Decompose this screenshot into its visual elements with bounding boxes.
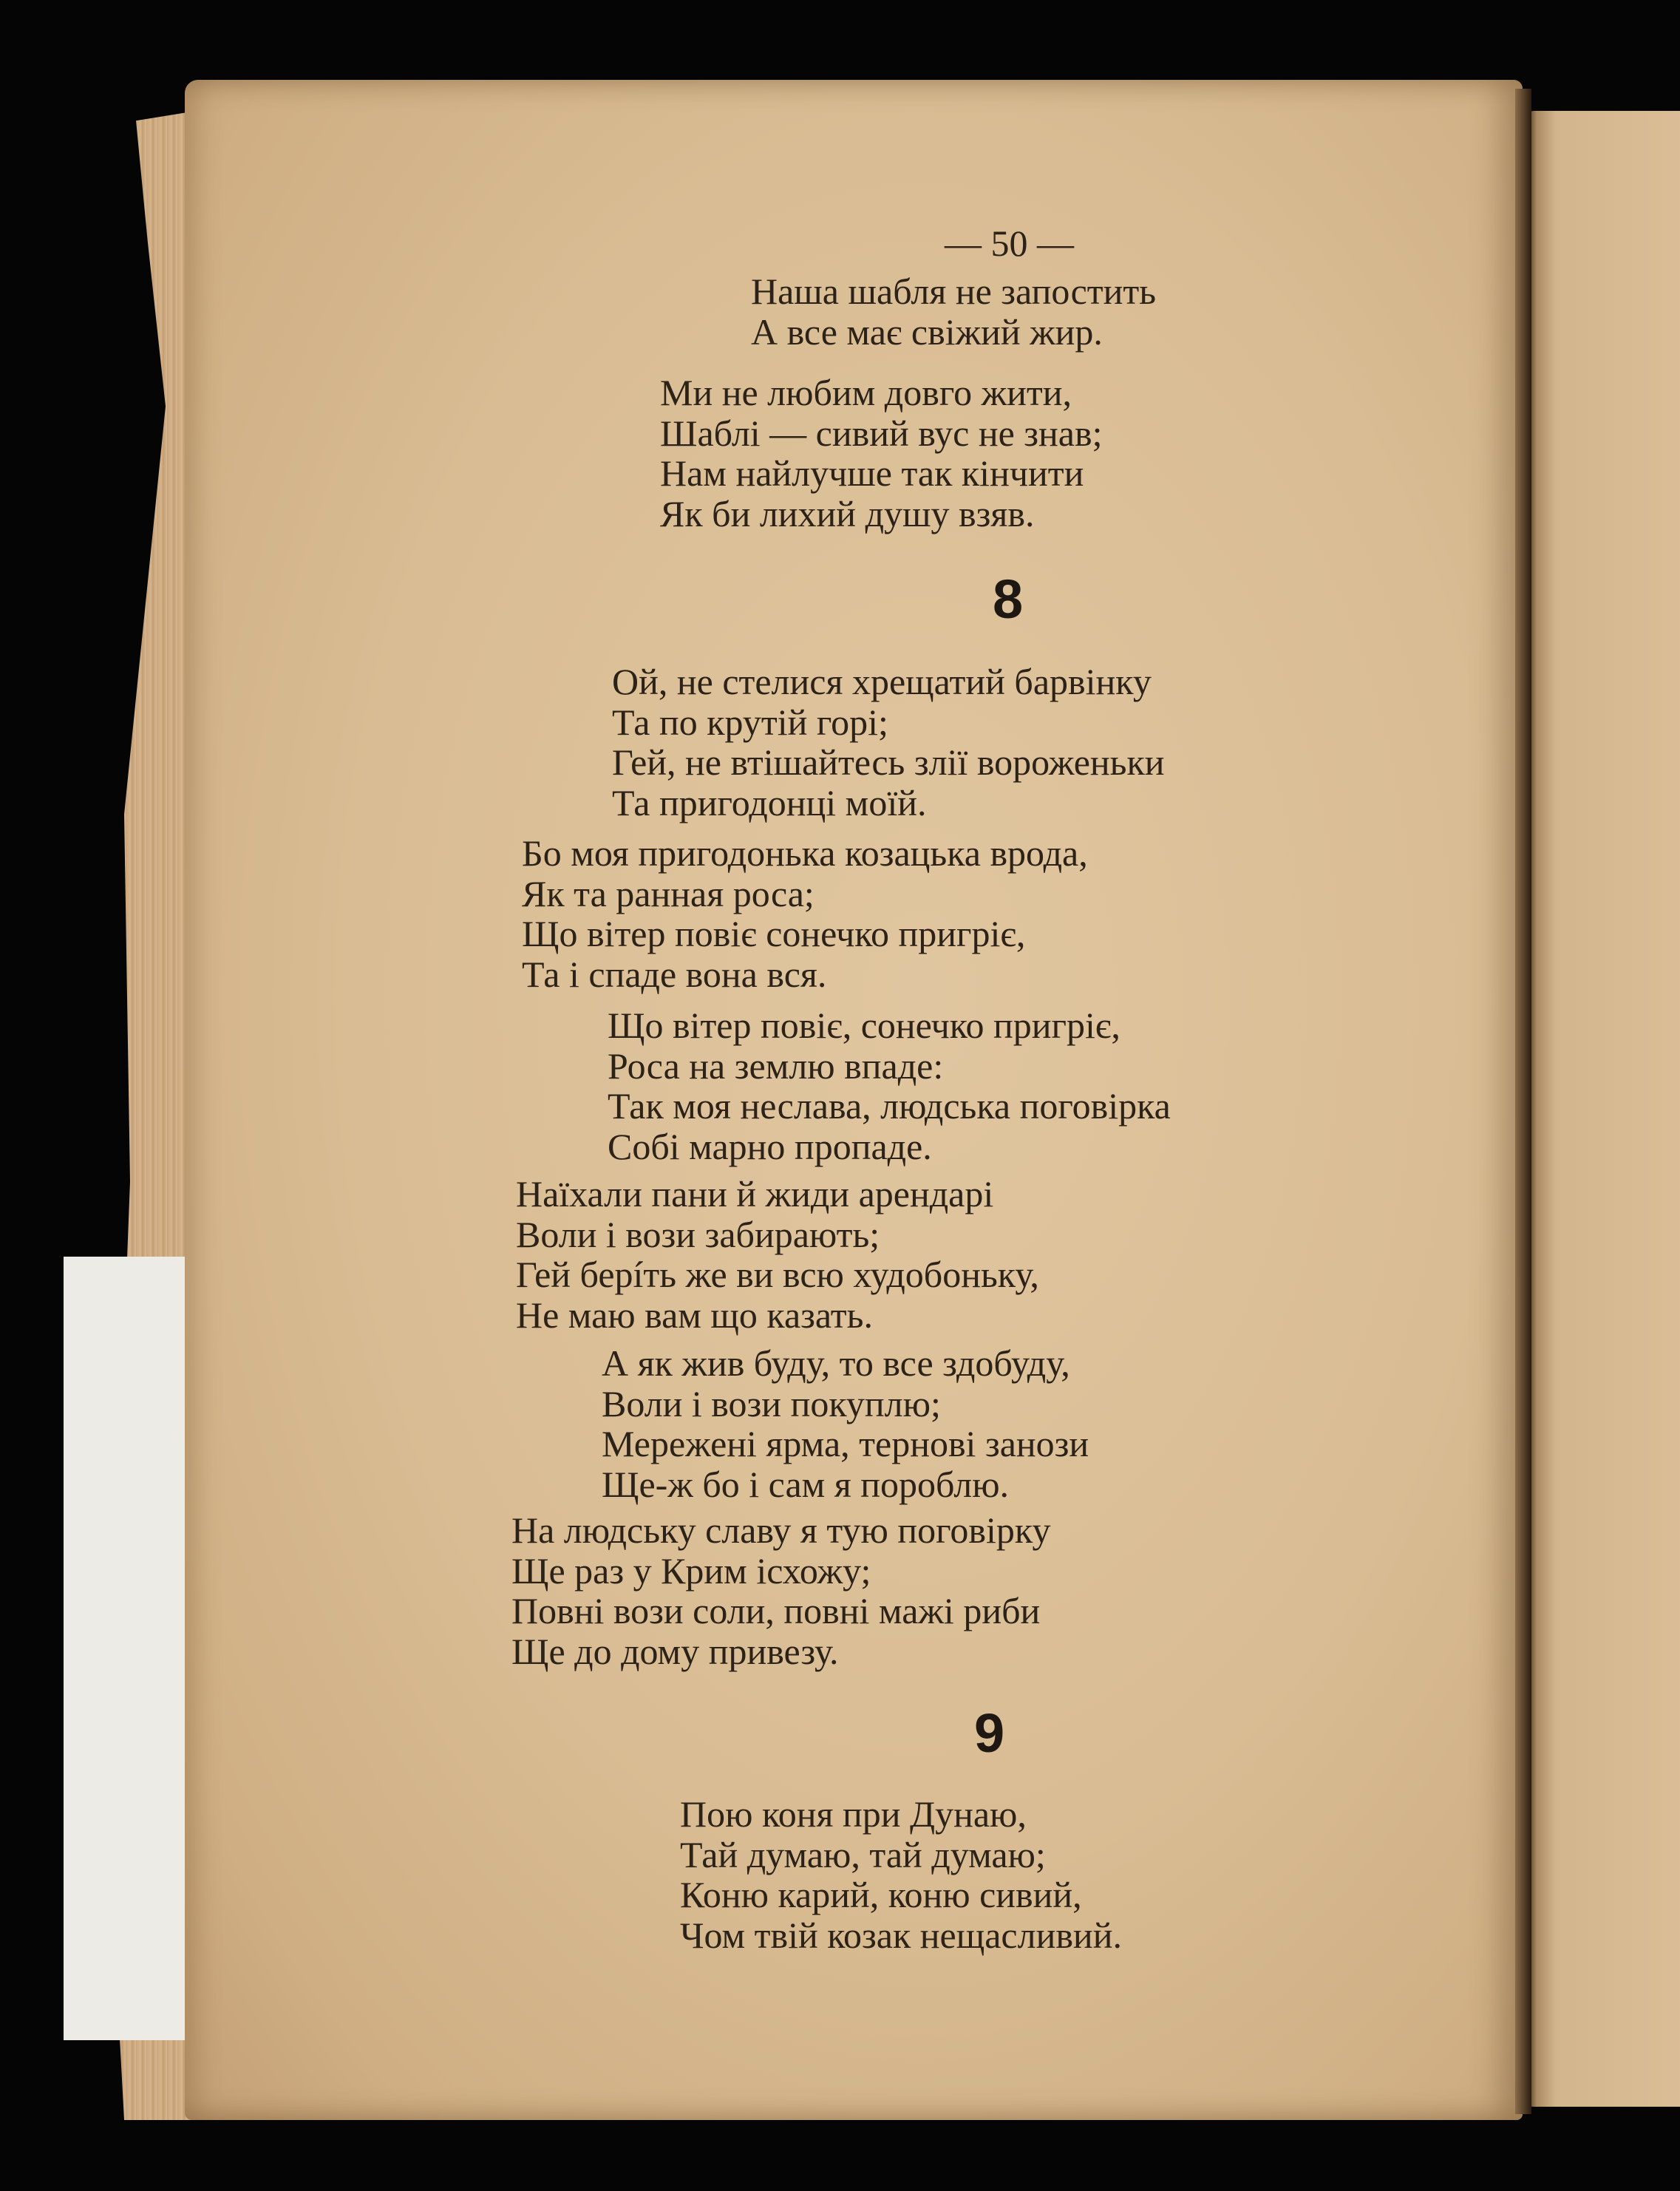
verse-line: Так моя неслава, людська поговірка <box>608 1085 1171 1127</box>
verse-line: Пою коня при Дунаю, <box>680 1793 1027 1835</box>
verse-line: Ми не любим довго жити, <box>660 372 1072 413</box>
verse-line: Та і спаде вона вся. <box>522 953 827 995</box>
verse-line: Чом твій козак нещасливий. <box>680 1914 1122 1956</box>
verse-line: Наїхали пани й жиди арендарі <box>516 1173 994 1215</box>
facing-page <box>1526 111 1680 2107</box>
song8-stanza-4 <box>516 1174 1039 1335</box>
song8-stanza-2 <box>522 833 1088 994</box>
verse-line: Гей, не втішайтесь злії вороженьки <box>612 741 1165 783</box>
page-number: — 50 — <box>945 223 1074 264</box>
verse-line: Як та ранная роса; <box>522 872 815 914</box>
verse-line: Собі марно пропаде. <box>608 1125 932 1167</box>
verse-line: Наша шабля не запостить <box>751 271 1157 312</box>
song8-stanza-3 <box>608 1005 1171 1166</box>
verse-line: Ще-ж бо і сам я пороблю. <box>602 1463 1010 1505</box>
verse-line: Мережені ярма, тернові занози <box>602 1423 1089 1464</box>
verse-line: Та по крутій горі; <box>612 701 888 743</box>
verse-line: Ще раз у Крим ісхожу; <box>511 1549 871 1592</box>
verse-line: Коню карий, коню сивий, <box>680 1874 1082 1915</box>
verse-line: А як жив буду, то все здобуду, <box>602 1342 1070 1384</box>
song-number-8: 8 <box>993 568 1024 630</box>
stanza-a <box>751 271 1156 352</box>
verse-line: Що вітер повіє сонечко пригріє, <box>522 913 1026 954</box>
song9-stanza-1 <box>680 1794 1122 1955</box>
verse-line: Ще до дому привезу. <box>511 1630 839 1672</box>
verse-line: На людську славу я тую поговірку <box>511 1509 1051 1551</box>
verse-line: Не маю вам що казать. <box>516 1294 873 1336</box>
verse-line: Як би лихий душу взяв. <box>660 492 1035 534</box>
verse-line: Роса на землю впаде: <box>608 1044 944 1087</box>
verse-line: Воли і вози забирають; <box>516 1213 880 1255</box>
song-number-9: 9 <box>974 1702 1005 1764</box>
verse-line: Що вітер повіє, сонечко пригріє, <box>608 1005 1120 1046</box>
song8-stanza-5 <box>602 1343 1089 1504</box>
verse-line: Шаблі — сивий вус не знав; <box>660 412 1103 454</box>
book-gutter <box>1515 89 1531 2114</box>
verse-line: Гей берíть же ви всю худобоньку, <box>516 1254 1039 1295</box>
verse-line: Бо моя пригодонька козацька врода, <box>522 832 1088 874</box>
stanza-b <box>660 373 1103 534</box>
verse-line: Тай думаю, тай думаю; <box>680 1833 1046 1875</box>
song8-stanza-6 <box>511 1510 1050 1671</box>
verse-line: Повні вози соли, повні мажі риби <box>511 1590 1041 1631</box>
verse-line: Нам найлучше так кінчити <box>660 452 1084 494</box>
verse-line: А все має свіжий жир. <box>751 310 1103 353</box>
song8-stanza-1 <box>612 662 1165 823</box>
verse-line: Та пригодонці моїй. <box>612 781 927 823</box>
verse-line: Воли і вози покуплю; <box>602 1382 941 1424</box>
verse-line: Ой, не стелися хрещатий барвінку <box>612 661 1152 702</box>
